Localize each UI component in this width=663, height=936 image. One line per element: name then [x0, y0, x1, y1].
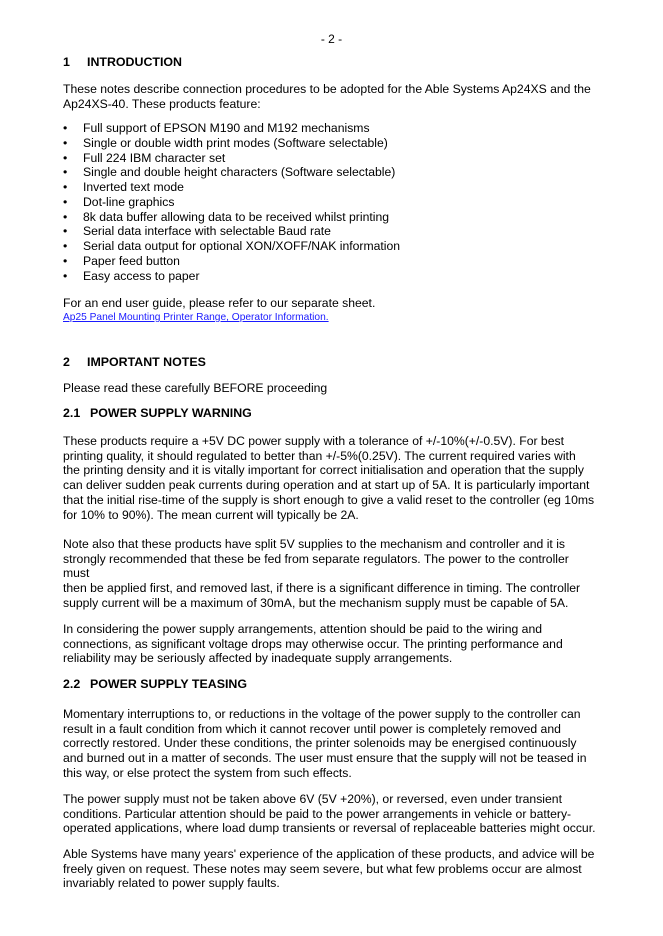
bullet-icon: • — [63, 180, 68, 194]
text-line: this way, or else protect the system from such effects. — [63, 765, 352, 780]
section-2-title: IMPORTANT NOTES — [87, 355, 206, 369]
guide-text: For an end user guide, please refer to our separate sheet. — [63, 296, 376, 310]
feature-text: Single or double width print modes (Software selectable) — [83, 135, 388, 150]
bullet-icon: • — [63, 224, 68, 239]
list-item — [63, 165, 608, 180]
section-1-title: INTRODUCTION — [87, 55, 182, 69]
section-2-number: 2 — [63, 355, 70, 369]
teasing-paragraph-3 — [63, 847, 608, 891]
bullet-icon: • — [63, 194, 68, 209]
section-2-intro: Please read these carefully BEFORE proceeding — [63, 381, 328, 395]
text-line: connections, as significant voltage drops may otherwise occur. The printing performance and — [63, 636, 563, 651]
bullet-icon: • — [63, 135, 68, 150]
bullet-icon: • — [63, 253, 68, 268]
text-line: In considering the power supply arrangements, attention should be paid to the wiring and — [63, 622, 543, 636]
intro-paragraph — [63, 82, 608, 111]
list-item — [63, 239, 608, 254]
text-line: that the initial rise-time of the supply is short enough to give a valid reset to the controller (eg 10ms — [63, 492, 595, 507]
list-item — [63, 210, 608, 225]
text-line: These notes describe connection procedures to be adopted for the Able Systems Ap24XS and the — [63, 82, 591, 96]
list-item — [63, 254, 608, 269]
text-line: Note also that these products have split 5V supplies to the mechanism and controller and it is — [63, 537, 565, 551]
feature-text: Paper feed button — [83, 253, 180, 268]
section-2-2-number: 2.2 — [63, 677, 81, 691]
bullet-icon: • — [63, 209, 68, 224]
bullet-icon: • — [63, 268, 68, 283]
feature-text: Dot-line graphics — [83, 194, 175, 209]
section-1-number: 1 — [63, 55, 70, 69]
operator-info-link[interactable]: Ap25 Panel Mounting Printer Range, Operator Information. — [63, 312, 329, 323]
list-item — [63, 136, 608, 151]
section-2-1-heading — [63, 406, 252, 420]
text-line: result in a fault condition from which it cannot recover until power is completely removed and — [63, 721, 561, 736]
section-2-1-title: POWER SUPPLY WARNING — [90, 406, 252, 420]
feature-text: Easy access to paper — [83, 268, 200, 283]
power-warning-paragraph-3 — [63, 622, 608, 666]
feature-text: Full 224 IBM character set — [83, 150, 226, 165]
list-item — [63, 180, 608, 195]
text-line: can deliver sudden peak currents during operation and at start up of 5A. It is particularly important — [63, 478, 590, 493]
text-line: supply current will be a maximum of 30mA, but the mechanism supply must be capable of 5A. — [63, 595, 569, 610]
section-2-2-title: POWER SUPPLY TEASING — [90, 677, 247, 691]
feature-text: 8k data buffer allowing data to be received whilst printing — [83, 209, 390, 224]
text-line: Able Systems have many years' experience of the application of these products, and advice will be — [63, 847, 595, 861]
text-line: reliability may be seriously affected by inadequate supply arrangements. — [63, 651, 453, 666]
text-line: Ap24XS-40. These products feature: — [63, 96, 261, 111]
list-item — [63, 121, 608, 136]
text-line: for 10% to 90%). The mean current will typically be 2A. — [63, 507, 359, 522]
bullet-icon: • — [63, 150, 68, 165]
bullet-icon: • — [63, 239, 68, 253]
bullet-icon: • — [63, 121, 68, 135]
power-warning-paragraph-1 — [63, 434, 608, 522]
text-line: Momentary interruptions to, or reductions in the voltage of the power supply to the controller can — [63, 707, 581, 721]
power-warning-paragraph-2 — [63, 537, 608, 611]
text-line: printing quality, it should regulated to better than +/-5%(0.25V). The current required varies with — [63, 448, 576, 463]
section-2-2-heading — [63, 677, 247, 691]
section-2-1-number: 2.1 — [63, 406, 81, 420]
section-2-heading — [63, 355, 206, 369]
text-line: operated applications, where load dump transients or reversal of replaceable batteries might occur. — [63, 821, 596, 836]
bullet-icon: • — [63, 165, 68, 180]
feature-text: Inverted text mode — [83, 180, 184, 194]
text-line: freely given on request. These notes may seem severe, but what few problems occur are almost — [63, 861, 582, 876]
text-line: correctly restored. Under these conditions, the printer solenoids may be energised continuously — [63, 736, 577, 751]
feature-text: Single and double height characters (Software selectable) — [83, 165, 396, 180]
feature-list — [63, 121, 608, 283]
page-number: - 2 - — [320, 32, 343, 46]
text-line: These products require a +5V DC power supply with a tolerance of +/-10%(+/-0.5V). For best — [63, 434, 564, 448]
feature-text: Serial data output for optional XON/XOFF/NAK information — [83, 239, 401, 253]
teasing-paragraph-1 — [63, 707, 608, 781]
teasing-paragraph-2 — [63, 792, 608, 836]
section-1-heading — [63, 55, 182, 69]
text-line: the printing density and it is vitally important for correct initialisation and operation that the supply — [63, 463, 584, 478]
list-item — [63, 269, 608, 284]
text-line: invariably related to power supply faults. — [63, 876, 280, 891]
text-line: then be applied first, and removed last, if there is a significant difference in timing. The controller — [63, 581, 581, 596]
text-line: conditions. Particular attention should be paid to the power arrangements in vehicle or battery- — [63, 806, 572, 821]
list-item — [63, 224, 608, 239]
text-line: must — [63, 566, 90, 581]
list-item — [63, 195, 608, 210]
feature-text: Full support of EPSON M190 and M192 mechanisms — [83, 121, 370, 135]
feature-text: Serial data interface with selectable Baud rate — [83, 224, 331, 239]
list-item — [63, 151, 608, 166]
text-line: The power supply must not be taken above 6V (5V +20%), or reversed, even under transient — [63, 792, 562, 806]
text-line: strongly recommended that these be fed from separate regulators. The power to the controller — [63, 551, 569, 566]
text-line: and burned out in a matter of seconds. The user must ensure that the supply will not be teased in — [63, 751, 587, 766]
